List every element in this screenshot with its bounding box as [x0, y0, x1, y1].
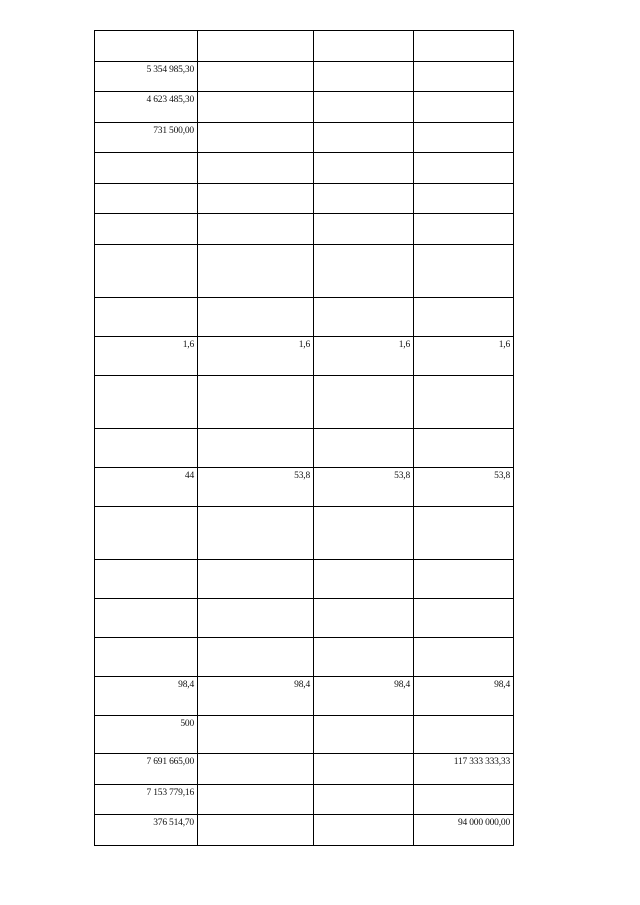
table-cell-col-3 — [314, 123, 414, 153]
table-cell-col-1 — [95, 245, 198, 298]
table-cell-col-4 — [414, 507, 514, 560]
table-cell-col-1 — [95, 214, 198, 245]
table-cell-col-4 — [414, 716, 514, 754]
table-cell-col-4 — [414, 62, 514, 92]
table-cell-col-4 — [414, 638, 514, 677]
table-row — [95, 638, 514, 677]
table-cell-col-4 — [414, 429, 514, 468]
table-cell-col-2: 98,4 — [198, 677, 314, 716]
table-row — [95, 677, 514, 716]
table-cell-col-1: 1,6 — [95, 337, 198, 376]
table-cell-col-4 — [414, 599, 514, 638]
table-cell-col-3 — [314, 184, 414, 214]
table-body — [95, 31, 514, 846]
table-cell-col-3 — [314, 560, 414, 599]
table-row — [95, 815, 514, 846]
table-row — [95, 507, 514, 560]
table-row — [95, 560, 514, 599]
table-cell-col-4 — [414, 376, 514, 429]
table-cell-col-2 — [198, 214, 314, 245]
table-cell-col-3 — [314, 754, 414, 785]
table-cell-col-1: 44 — [95, 468, 198, 507]
table-cell-col-1 — [95, 599, 198, 638]
table-row — [95, 337, 514, 376]
table-cell-col-1 — [95, 31, 198, 62]
table-cell-col-1 — [95, 376, 198, 429]
table-row — [95, 123, 514, 153]
table-cell-col-2 — [198, 507, 314, 560]
table-cell-col-4 — [414, 214, 514, 245]
table-cell-col-1 — [95, 429, 198, 468]
table-cell-col-2 — [198, 298, 314, 337]
table-cell-col-3 — [314, 815, 414, 846]
table-row — [95, 716, 514, 754]
table-row — [95, 754, 514, 785]
table-cell-col-4 — [414, 92, 514, 123]
table-cell-col-3 — [314, 245, 414, 298]
table-row — [95, 298, 514, 337]
table-cell-col-3 — [314, 785, 414, 815]
table-cell-col-2 — [198, 184, 314, 214]
table-cell-col-4 — [414, 123, 514, 153]
table-cell-col-3: 53,8 — [314, 468, 414, 507]
table-cell-col-2 — [198, 62, 314, 92]
table-cell-col-3 — [314, 716, 414, 754]
table-cell-col-3 — [314, 599, 414, 638]
table-cell-col-1: 98,4 — [95, 677, 198, 716]
table-row — [95, 31, 514, 62]
table-cell-col-1: 5 354 985,30 — [95, 62, 198, 92]
table-row — [95, 214, 514, 245]
table-cell-col-2 — [198, 376, 314, 429]
table-row — [95, 153, 514, 184]
table-cell-col-4: 117 333 333,33 — [414, 754, 514, 785]
table-cell-col-4: 94 000 000,00 — [414, 815, 514, 846]
table-row — [95, 184, 514, 214]
table-cell-col-4: 53,8 — [414, 468, 514, 507]
table-cell-col-1: 376 514,70 — [95, 815, 198, 846]
table-cell-col-2 — [198, 716, 314, 754]
table-row — [95, 245, 514, 298]
table-cell-col-4 — [414, 31, 514, 62]
table-cell-col-3 — [314, 507, 414, 560]
table-row — [95, 376, 514, 429]
table-cell-col-2: 53,8 — [198, 468, 314, 507]
table-row — [95, 468, 514, 507]
table-cell-col-3: 1,6 — [314, 337, 414, 376]
table-cell-col-1: 7 153 779,16 — [95, 785, 198, 815]
table-cell-col-3 — [314, 376, 414, 429]
table-cell-col-3 — [314, 214, 414, 245]
table-cell-col-2 — [198, 599, 314, 638]
table-cell-col-4 — [414, 560, 514, 599]
data-table — [94, 30, 514, 846]
table-row — [95, 599, 514, 638]
table-cell-col-2 — [198, 31, 314, 62]
table-row — [95, 785, 514, 815]
table-cell-col-2 — [198, 638, 314, 677]
table-cell-col-4: 98,4 — [414, 677, 514, 716]
table-row — [95, 62, 514, 92]
table-row — [95, 92, 514, 123]
table-cell-col-1 — [95, 507, 198, 560]
table-cell-col-1: 4 623 485,30 — [95, 92, 198, 123]
table-cell-col-3: 98,4 — [314, 677, 414, 716]
table-row — [95, 429, 514, 468]
table-cell-col-2 — [198, 153, 314, 184]
table-cell-col-2: 1,6 — [198, 337, 314, 376]
table-cell-col-2 — [198, 429, 314, 468]
table-cell-col-2 — [198, 815, 314, 846]
table-cell-col-3 — [314, 429, 414, 468]
table-cell-col-4 — [414, 184, 514, 214]
table-cell-col-4 — [414, 245, 514, 298]
table-cell-col-3 — [314, 62, 414, 92]
table-cell-col-2 — [198, 92, 314, 123]
table-cell-col-3 — [314, 153, 414, 184]
table-cell-col-3 — [314, 92, 414, 123]
table-cell-col-1: 7 691 665,00 — [95, 754, 198, 785]
table-cell-col-2 — [198, 245, 314, 298]
table-cell-col-2 — [198, 754, 314, 785]
table-cell-col-2 — [198, 123, 314, 153]
table-cell-col-1: 500 — [95, 716, 198, 754]
table-cell-col-1: 731 500,00 — [95, 123, 198, 153]
table-cell-col-1 — [95, 638, 198, 677]
table-cell-col-1 — [95, 153, 198, 184]
table-cell-col-4 — [414, 785, 514, 815]
table-cell-col-4: 1,6 — [414, 337, 514, 376]
table-cell-col-3 — [314, 31, 414, 62]
table-cell-col-1 — [95, 298, 198, 337]
table-cell-col-2 — [198, 785, 314, 815]
table-cell-col-1 — [95, 560, 198, 599]
table-cell-col-3 — [314, 298, 414, 337]
table-cell-col-2 — [198, 560, 314, 599]
table-cell-col-3 — [314, 638, 414, 677]
table-cell-col-1 — [95, 184, 198, 214]
table-cell-col-4 — [414, 153, 514, 184]
table-cell-col-4 — [414, 298, 514, 337]
